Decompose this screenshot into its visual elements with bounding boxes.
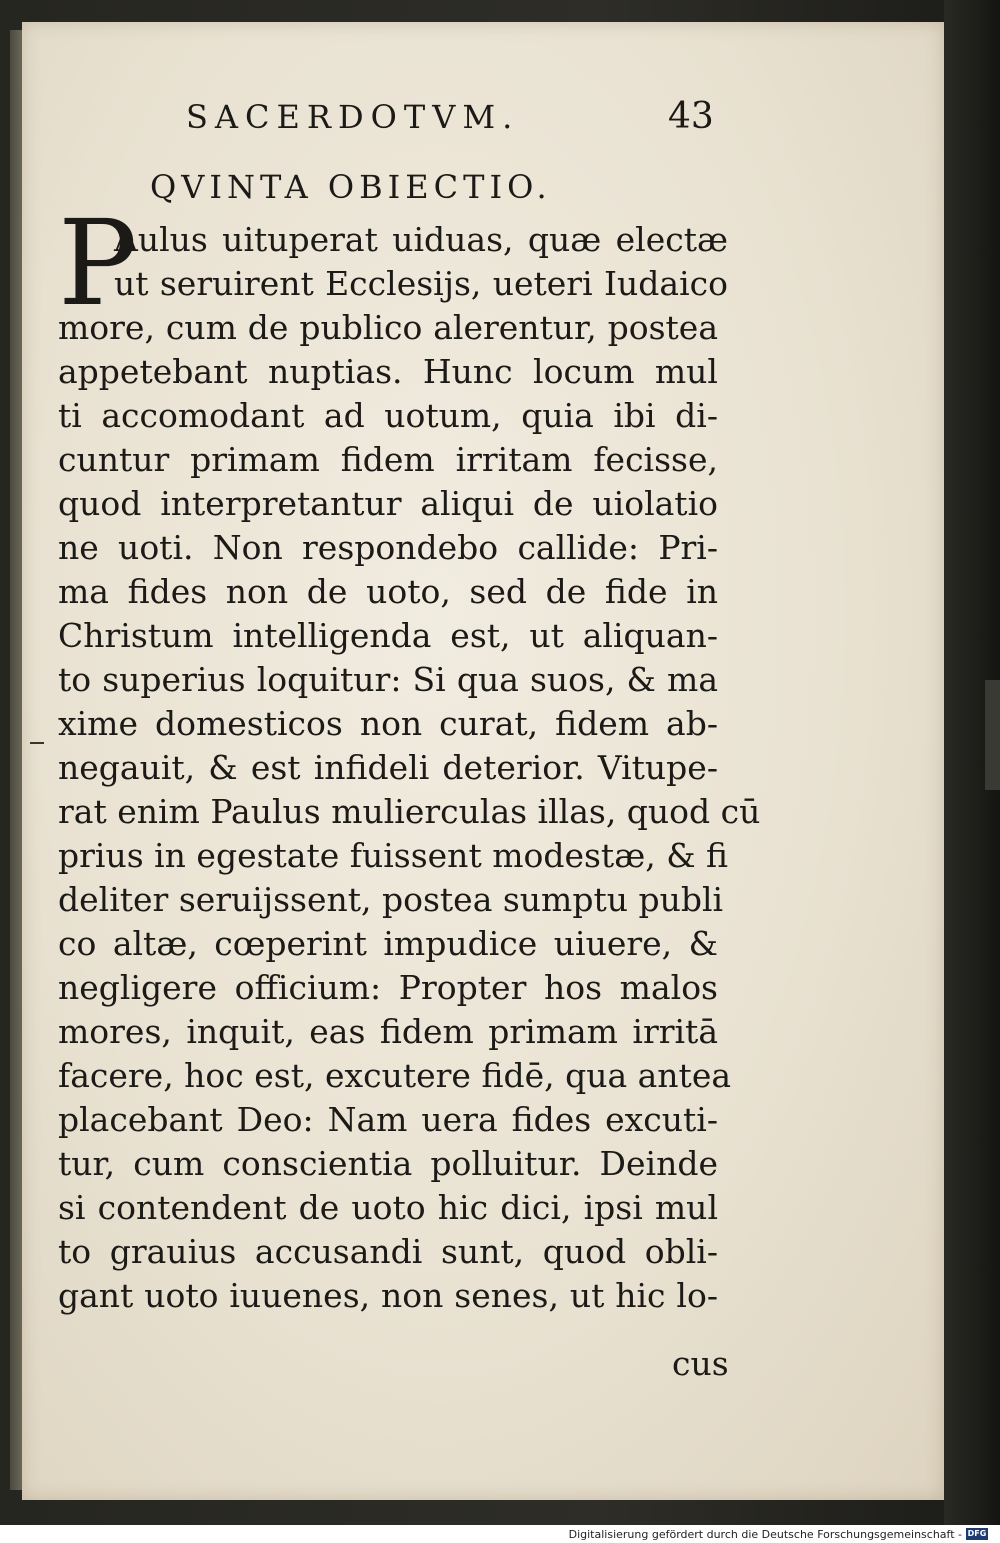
text-line: rat enim Paulus mulierculas illas, quod cū	[58, 792, 761, 831]
dfg-logo: DFG	[967, 1529, 987, 1538]
text-line: gant uoto iuuenes, non senes, ut hic lo-	[58, 1276, 718, 1315]
page-number: 43	[668, 96, 714, 137]
text-line: tur, cum conscientia polluitur. Deinde	[58, 1144, 718, 1183]
text-line: Aulus uituperat uiduas, quæ electæ	[114, 220, 728, 259]
text-line: facere, hoc est, excutere fidē, qua antea	[58, 1056, 732, 1095]
text-line: ne uoti. Non respondebo callide: Pri-	[58, 528, 718, 567]
text-line: negauit, & est infideli deterior. Vitupe-	[58, 748, 718, 787]
text-line: quod interpretantur aliqui de uiolatio	[58, 484, 718, 523]
text-line: mores, inquit, eas fidem primam irritā	[58, 1012, 718, 1051]
text-line: negligere officium: Propter hos malos	[58, 968, 718, 1007]
text-line: co altæ, cœperint impudice uiuere, &	[58, 924, 718, 963]
binding-edge	[10, 30, 22, 1490]
text-line: placebant Deo: Nam uera fides excuti-	[58, 1100, 718, 1139]
running-head: SACERDOTVM.	[186, 98, 520, 136]
text-line: to grauius accusandi sunt, quod obli-	[58, 1232, 718, 1271]
text-line: to superius loquitur: Si qua suos, & ma	[58, 660, 718, 699]
text-line: ti accomodant ad uotum, quia ibi di-	[58, 396, 718, 435]
section-title: QVINTA OBIECTIO.	[150, 168, 552, 206]
catchword: cus	[672, 1344, 729, 1383]
text-line: ut seruirent Ecclesijs, ueteri Iudaico	[114, 264, 728, 303]
drop-cap: P	[58, 194, 138, 332]
text-line: xime domesticos non curat, fidem ab-	[58, 704, 718, 743]
text-line: deliter seruijssent, postea sumptu publi	[58, 880, 724, 919]
text-line: cuntur primam fidem irritam fecisse,	[58, 440, 718, 479]
text-line: more, cum de publico alerentur, postea	[58, 308, 718, 347]
text-line: prius in egestate fuissent modestæ, & fi	[58, 836, 729, 875]
text-line: Christum intelligenda est, ut aliquan-	[58, 616, 718, 655]
page-clip	[985, 680, 1000, 790]
digitization-credit: Digitalisierung gefördert durch die Deutsche Forschungsgemeinschaft -	[568, 1528, 962, 1541]
text-line: appetebant nuptias. Hunc locum mul	[58, 352, 718, 391]
text-line: ma fides non de uoto, sed de fide in	[58, 572, 718, 611]
text-line: si contendent de uoto hic dici, ipsi mul	[58, 1188, 718, 1227]
margin-mark	[30, 742, 44, 744]
